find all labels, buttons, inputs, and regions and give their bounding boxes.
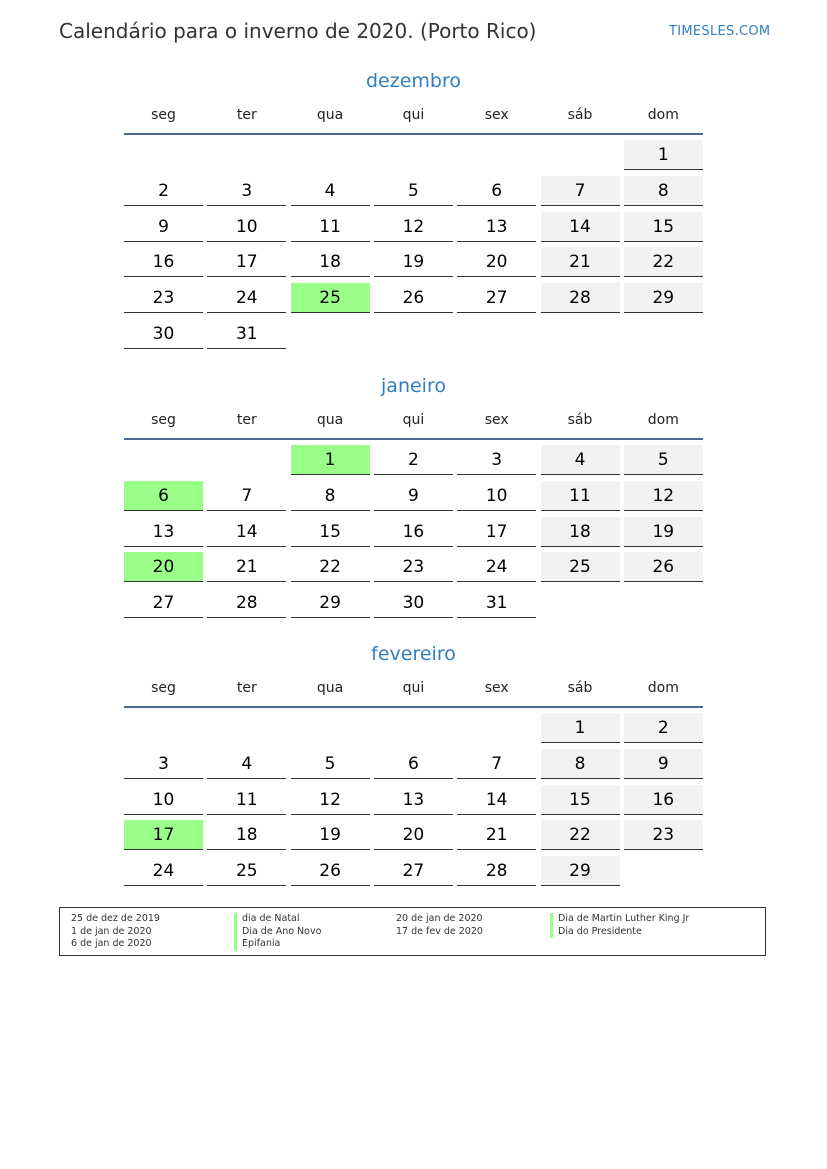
legend-date: 17 de fev de 2020 xyxy=(396,925,483,937)
header-divider xyxy=(124,438,703,440)
day-cell: 12 xyxy=(291,785,370,815)
day-cell: 7 xyxy=(457,749,536,779)
legend-holiday-name: Dia de Martin Luther King Jr xyxy=(550,913,689,926)
day-cell: 26 xyxy=(374,283,453,313)
day-cell: 27 xyxy=(374,856,453,886)
day-cell: 3 xyxy=(207,176,286,206)
day-cell: 22 xyxy=(624,247,703,277)
day-cell: 13 xyxy=(124,517,203,547)
day-cell: 13 xyxy=(374,785,453,815)
day-cell: 2 xyxy=(624,713,703,743)
day-cell: 20 xyxy=(374,820,453,850)
legend-dates-right xyxy=(396,913,483,938)
holiday-day-cell: 1 xyxy=(291,445,370,475)
day-cell: 22 xyxy=(291,552,370,582)
weekday-label: qui xyxy=(402,680,425,696)
day-cell: 27 xyxy=(124,588,203,618)
day-cell: 21 xyxy=(207,552,286,582)
day-cell: 7 xyxy=(207,481,286,511)
day-cell: 26 xyxy=(624,552,703,582)
day-cell: 24 xyxy=(124,856,203,886)
day-cell: 5 xyxy=(624,445,703,475)
day-cell: 16 xyxy=(124,247,203,277)
day-cell: 15 xyxy=(541,785,620,815)
legend-holiday-name: dia de Natal xyxy=(234,913,321,926)
weekday-header xyxy=(124,107,703,127)
weekday-label: dom xyxy=(647,412,679,428)
day-cell: 14 xyxy=(541,212,620,242)
day-cell: 9 xyxy=(374,481,453,511)
legend-date: 1 de jan de 2020 xyxy=(71,925,152,937)
weekday-label: qua xyxy=(316,107,344,123)
day-cell: 30 xyxy=(374,588,453,618)
day-cell: 19 xyxy=(374,247,453,277)
day-cell: 10 xyxy=(124,785,203,815)
legend-holiday-name: Epifania xyxy=(234,938,321,951)
day-cell: 9 xyxy=(124,212,203,242)
day-cell: 4 xyxy=(541,445,620,475)
day-cell: 20 xyxy=(457,247,536,277)
day-cell: 21 xyxy=(541,247,620,277)
day-cell: 15 xyxy=(291,517,370,547)
day-cell: 1 xyxy=(541,713,620,743)
brand-link[interactable]: TIMESLES.COM xyxy=(669,24,771,39)
day-cell: 24 xyxy=(457,552,536,582)
day-cell: 3 xyxy=(457,445,536,475)
day-cell: 11 xyxy=(541,481,620,511)
day-cell: 4 xyxy=(291,176,370,206)
weekday-label: qua xyxy=(316,680,344,696)
legend-date: 25 de dez de 2019 xyxy=(71,913,160,924)
holiday-day-cell: 17 xyxy=(124,820,203,850)
day-cell: 8 xyxy=(541,749,620,779)
day-cell: 14 xyxy=(457,785,536,815)
day-cell: 31 xyxy=(457,588,536,618)
weekday-label: dom xyxy=(647,107,679,123)
day-cell: 12 xyxy=(624,481,703,511)
day-cell: 23 xyxy=(374,552,453,582)
day-cell: 29 xyxy=(624,283,703,313)
day-cell: 11 xyxy=(207,785,286,815)
legend-date: 6 de jan de 2020 xyxy=(71,938,152,949)
weekday-label: seg xyxy=(151,107,176,123)
weekday-label: sáb xyxy=(567,107,593,123)
legend-names-left xyxy=(234,913,321,951)
weekday-label: sex xyxy=(484,680,509,696)
day-cell: 11 xyxy=(291,212,370,242)
day-cell: 7 xyxy=(541,176,620,206)
header-divider xyxy=(124,706,703,708)
day-cell: 8 xyxy=(624,176,703,206)
day-cell: 26 xyxy=(291,856,370,886)
day-cell: 5 xyxy=(374,176,453,206)
legend-dates-left xyxy=(71,913,160,951)
holiday-day-cell: 25 xyxy=(291,283,370,313)
day-cell: 15 xyxy=(624,212,703,242)
day-cell: 18 xyxy=(207,820,286,850)
day-cell: 4 xyxy=(207,749,286,779)
day-cell: 10 xyxy=(457,481,536,511)
day-cell: 6 xyxy=(374,749,453,779)
month-title: dezembro xyxy=(366,70,461,92)
day-cell: 31 xyxy=(207,319,286,349)
day-cell: 2 xyxy=(374,445,453,475)
legend-date: 20 de jan de 2020 xyxy=(396,913,483,924)
weekday-header xyxy=(124,412,703,432)
day-cell: 23 xyxy=(124,283,203,313)
day-cell: 28 xyxy=(541,283,620,313)
weekday-label: sex xyxy=(484,412,509,428)
weekday-label: qui xyxy=(402,107,425,123)
day-cell: 18 xyxy=(541,517,620,547)
day-cell: 28 xyxy=(207,588,286,618)
day-cell: 25 xyxy=(207,856,286,886)
day-cell: 2 xyxy=(124,176,203,206)
day-cell: 12 xyxy=(374,212,453,242)
day-cell: 23 xyxy=(624,820,703,850)
day-cell: 14 xyxy=(207,517,286,547)
day-cell: 3 xyxy=(124,749,203,779)
day-cell: 17 xyxy=(457,517,536,547)
weekday-label: seg xyxy=(151,412,176,428)
day-cell: 21 xyxy=(457,820,536,850)
weekday-label: seg xyxy=(151,680,176,696)
day-cell: 29 xyxy=(541,856,620,886)
day-cell: 19 xyxy=(624,517,703,547)
header-divider xyxy=(124,133,703,135)
day-cell: 13 xyxy=(457,212,536,242)
weekday-label: ter xyxy=(236,412,257,428)
day-cell: 16 xyxy=(374,517,453,547)
weekday-header xyxy=(124,680,703,700)
day-cell: 29 xyxy=(291,588,370,618)
legend-holiday-name: Dia de Ano Novo xyxy=(234,926,321,939)
day-cell: 16 xyxy=(624,785,703,815)
weekday-label: sáb xyxy=(567,412,593,428)
legend-names-right xyxy=(550,913,689,938)
holiday-legend xyxy=(59,907,766,956)
day-cell: 22 xyxy=(541,820,620,850)
day-cell: 6 xyxy=(457,176,536,206)
day-cell: 1 xyxy=(624,140,703,170)
day-cell: 18 xyxy=(291,247,370,277)
weekday-label: ter xyxy=(236,107,257,123)
page-title: Calendário para o inverno de 2020. (Porto Rico) xyxy=(59,19,537,43)
weekday-label: ter xyxy=(236,680,257,696)
month-title: janeiro xyxy=(381,375,446,397)
day-cell: 10 xyxy=(207,212,286,242)
holiday-day-cell: 20 xyxy=(124,552,203,582)
legend-holiday-name: Dia do Presidente xyxy=(550,926,689,939)
day-cell: 5 xyxy=(291,749,370,779)
holiday-day-cell: 6 xyxy=(124,481,203,511)
day-cell: 19 xyxy=(291,820,370,850)
day-cell: 8 xyxy=(291,481,370,511)
weekday-label: qua xyxy=(316,412,344,428)
day-cell: 24 xyxy=(207,283,286,313)
day-cell: 25 xyxy=(541,552,620,582)
day-cell: 17 xyxy=(207,247,286,277)
weekday-label: dom xyxy=(647,680,679,696)
day-cell: 9 xyxy=(624,749,703,779)
weekday-label: sáb xyxy=(567,680,593,696)
weekday-label: qui xyxy=(402,412,425,428)
month-title: fevereiro xyxy=(371,643,456,665)
day-cell: 27 xyxy=(457,283,536,313)
day-cell: 30 xyxy=(124,319,203,349)
weekday-label: sex xyxy=(484,107,509,123)
day-cell: 28 xyxy=(457,856,536,886)
